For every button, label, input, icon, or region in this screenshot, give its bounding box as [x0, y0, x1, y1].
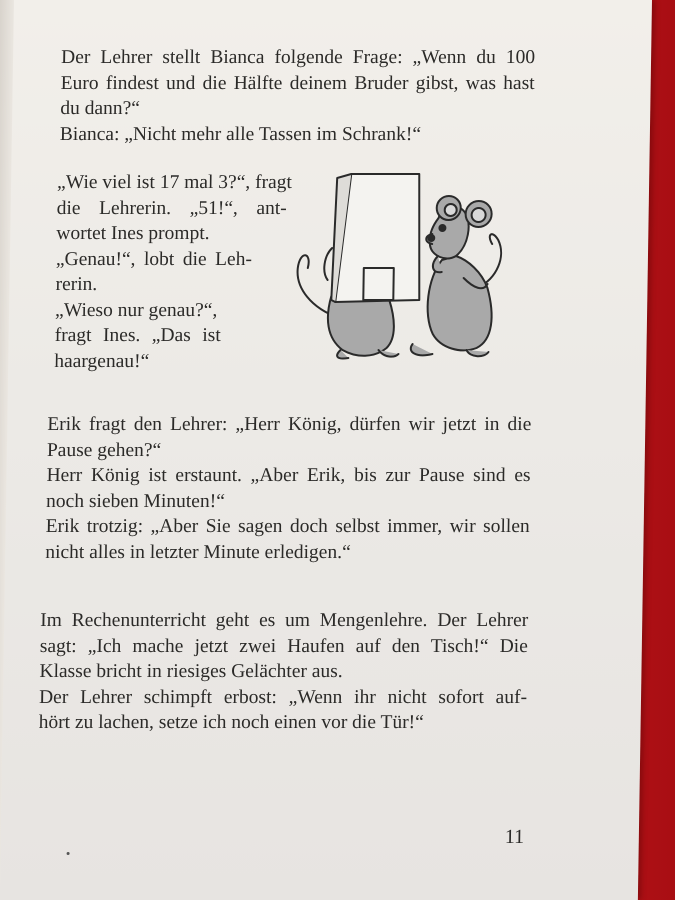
page-gutter — [0, 0, 14, 900]
text-line: Bianca: „Nicht mehr alle Tassen im Schrank!“ — [59, 123, 422, 145]
paper-speck — [67, 852, 70, 855]
text-line: „Wie viel ist 17 mal 3?“, fragt — [56, 172, 293, 193]
text-line: wortet Ines prompt. — [56, 223, 210, 244]
joke-bianca — [60, 45, 536, 147]
joke-mengenlehre — [38, 608, 528, 736]
page-number: 11 — [504, 826, 525, 848]
text-line: sagt: „Ich mache jetzt zwei Haufen auf den Tisch!“ Die — [39, 635, 529, 657]
text-line: noch sieben Minuten!“ — [45, 490, 225, 512]
text-line: Erik fragt den Lehrer: „Herr König, dürfen wir jetzt in die — [47, 414, 532, 435]
mice-illustration — [290, 168, 533, 368]
text-line: du dann?“ — [60, 98, 141, 119]
text-line: haargenau!“ — [54, 350, 150, 372]
text-line: nicht alles in letzter Minute erledigen.“ — [45, 541, 351, 563]
text-line: Klasse bricht in riesiges Gelächter aus. — [39, 661, 343, 682]
text-line: fragt Ines. „Das ist — [54, 325, 221, 346]
text-line: die Lehrerin. „51!“, ant- — [56, 197, 287, 219]
text-line: „Wieso nur genau?“, — [54, 299, 218, 321]
text-line: Im Rechenunterricht geht es um Mengenlehre. Der Lehrer — [40, 610, 529, 631]
text-line: Der Lehrer stellt Bianca folgende Frage: „Wenn du 100 — [60, 47, 536, 68]
text-line: Herr König ist erstaunt. „Aber Erik, bis zur Pause sind es — [46, 465, 531, 486]
text-line: rerin. — [55, 274, 98, 295]
text-line: hört zu lachen, setze ich noch einen vor die Tür!“ — [38, 712, 424, 733]
text-line: Erik trotzig: „Aber Sie sagen doch selbst immer, wir sollen — [45, 516, 530, 537]
joke-ines — [54, 170, 293, 374]
text-line: Euro findest und die Hälfte deinem Bruder gibst, was hast — [60, 72, 535, 94]
text-line: „Genau!“, lobt die Leh- — [55, 248, 253, 270]
text-line: Der Lehrer schimpft erbost: „Wenn ihr nicht sofort auf- — [38, 686, 528, 708]
joke-erik — [45, 412, 531, 565]
text-line: Pause gehen?“ — [46, 439, 162, 461]
